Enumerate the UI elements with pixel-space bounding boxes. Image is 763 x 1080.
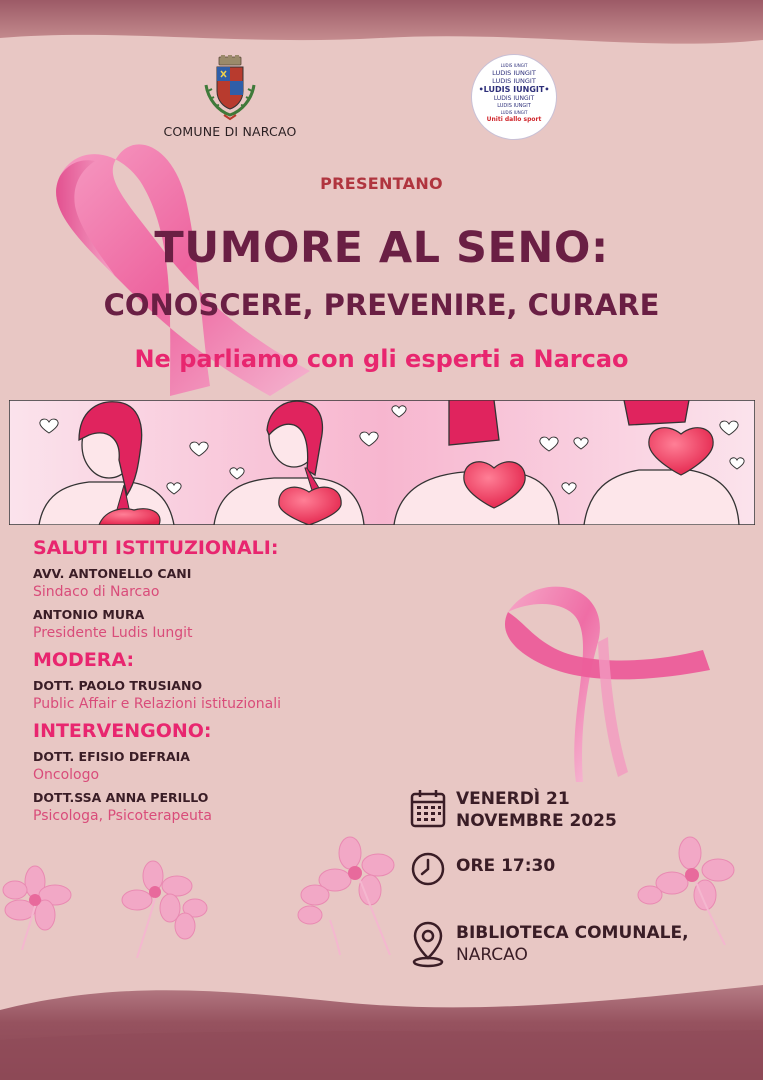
ludis-logo-line: LUDIS IUNGIT (497, 103, 531, 109)
clock-icon (410, 851, 446, 887)
ludis-logo-line: LUDIS IUNGIT (500, 110, 528, 115)
pink-ribbon-small (488, 572, 718, 787)
date-text (456, 788, 617, 832)
coat-of-arms-icon (204, 55, 256, 121)
speaker-name: DOTT. PAOLO TRUSIANO (33, 678, 203, 693)
section-intervengono-heading: INTERVENGONO: (33, 720, 212, 742)
top-wave-band (0, 0, 763, 60)
section-saluti-heading: SALUTI ISTITUZIONALI: (33, 537, 279, 559)
location-venue: BIBLIOTECA COMUNALE, (456, 923, 689, 943)
time-text: ORE 17:30 (456, 856, 556, 876)
presentano-label: PRESENTANO (320, 174, 443, 193)
ludis-logo-main: •LUDIS IUNGIT• (478, 85, 550, 94)
speaker-name: AVV. ANTONELLO CANI (33, 566, 192, 581)
speaker-role: Oncologo (33, 767, 100, 783)
speaker-name: DOTT. EFISIO DEFRAIA (33, 749, 190, 764)
date-day: VENERDÌ 21 (456, 789, 570, 809)
event-tagline: Ne parliamo con gli esperti a Narcao (134, 345, 629, 373)
ludis-logo-line: LUDIS IUNGIT (492, 76, 536, 85)
speaker-role: Presidente Ludis Iungit (33, 625, 193, 641)
program-list (33, 536, 433, 825)
ludis-logo-line: LUDIS IUNGIT (492, 69, 536, 77)
ludis-logo-line: LUDIS IUNGIT (493, 95, 535, 102)
calendar-icon (410, 788, 446, 828)
speaker-name: DOTT.SSA ANNA PERILLO (33, 790, 209, 805)
speaker-role: Sindaco di Narcao (33, 584, 160, 600)
location-pin-icon (410, 920, 446, 968)
illustration-banner (9, 400, 755, 525)
speaker-role: Public Affair e Relazioni istituzionali (33, 696, 282, 712)
section-modera-heading: MODERA: (33, 649, 135, 671)
ludis-logo-tagline: Uniti dallo sport (486, 116, 542, 123)
location-text (456, 922, 689, 966)
ludis-iungit-logo (471, 54, 557, 140)
ludis-logo-line: LUDIS IUNGIT (500, 63, 528, 68)
comune-name: COMUNE DI NARCAO (163, 124, 297, 139)
event-subtitle: CONOSCERE, PREVENIRE, CURARE (103, 288, 660, 322)
date-month-year: NOVEMBRE 2025 (456, 811, 617, 831)
speaker-name: ANTONIO MURA (33, 607, 145, 622)
event-title: TUMORE AL SENO: (154, 223, 609, 273)
comune-di-narcao-logo (150, 55, 310, 139)
speaker-role: Psicologa, Psicoterapeuta (33, 808, 212, 824)
location-town: NARCAO (456, 945, 528, 965)
